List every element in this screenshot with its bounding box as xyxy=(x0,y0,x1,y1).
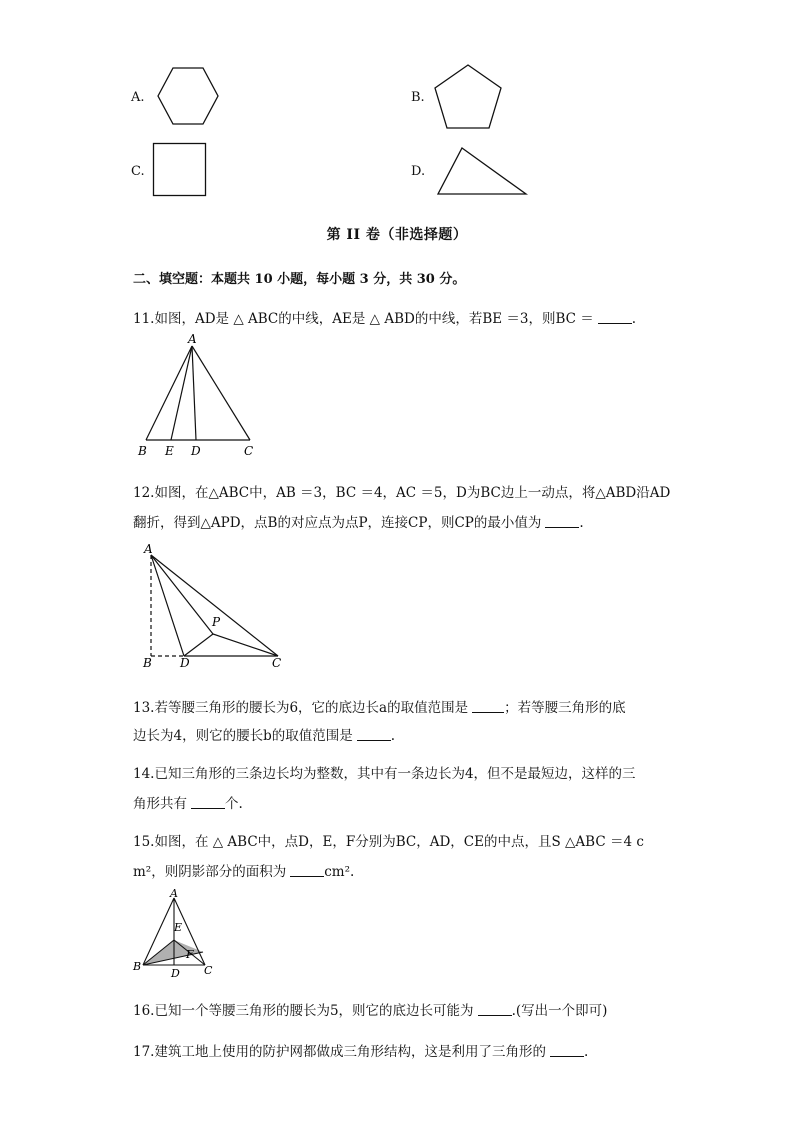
option-b-label: B. xyxy=(411,90,425,105)
q11-label-c: C xyxy=(244,444,254,458)
q12-label-b: B xyxy=(143,656,152,670)
q12-figure xyxy=(138,540,288,670)
question-14-text-a: 角形共有 xyxy=(133,796,187,812)
question-13-text-c: 边长为4，则它的腰长b的取值范围是 xyxy=(133,728,353,744)
q15-label-a: A xyxy=(170,887,178,900)
answer-blank-17[interactable] xyxy=(550,1044,584,1057)
question-12-line1: 12.如图，在△ABC中，AB ＝3，BC ＝4，AC ＝5，D为BC边上一动点，将△ABD沿AD xyxy=(133,485,671,501)
question-11-end: . xyxy=(631,311,637,327)
question-16 xyxy=(133,1003,607,1019)
q15-label-c: C xyxy=(204,964,213,977)
q12-label-d: D xyxy=(180,656,190,670)
q15-label-f: F xyxy=(186,948,194,961)
question-17-end: . xyxy=(583,1044,589,1060)
q12-label-p: P xyxy=(212,615,221,629)
q15-label-e: E xyxy=(174,921,183,934)
answer-blank-13a[interactable] xyxy=(472,700,504,713)
question-13-text-b: ；若等腰三角形的底 xyxy=(504,700,626,716)
question-15-text-b: cm². xyxy=(324,864,355,880)
q11-figure xyxy=(132,332,262,460)
question-17 xyxy=(133,1044,588,1060)
question-11-text: 11.如图，AD是 △ ABC的中线，AE是 △ ABD的中线，若BE ＝3，则BC ＝ xyxy=(133,311,594,327)
q15-label-b: B xyxy=(133,960,142,973)
question-17-text: 17.建筑工地上使用的防护网都做成三角形结构，这是利用了三角形的 xyxy=(133,1044,546,1060)
section-heading: 二、填空题：本题共 10 小题，每小题 3 分，共 30 分。 xyxy=(133,272,466,287)
answer-blank-14[interactable] xyxy=(191,796,225,809)
question-14-text-b: 个. xyxy=(225,796,243,812)
question-13-line2 xyxy=(133,728,395,744)
answer-blank-11[interactable] xyxy=(598,311,632,324)
question-12-end: . xyxy=(579,515,584,531)
question-16-end: .(写出一个即可) xyxy=(511,1003,608,1019)
option-c-label: C. xyxy=(131,164,145,179)
question-14-line2 xyxy=(133,796,243,812)
q15-label-d: D xyxy=(171,967,180,980)
q15-figure xyxy=(130,886,224,980)
question-13-line1 xyxy=(133,700,626,716)
hexagon-figure xyxy=(156,66,220,126)
answer-blank-12[interactable] xyxy=(545,515,579,528)
question-12-text: 翻折，得到△APD，点B的对应点为点P，连接CP，则CP的最小值为 xyxy=(133,515,542,531)
question-15-line2 xyxy=(133,864,354,880)
q11-label-b: B xyxy=(138,444,147,458)
option-d-label: D. xyxy=(411,164,426,179)
question-14-line1: 14.已知三角形的三条边长均为整数，其中有一条边长为4，但不是最短边，这样的三 xyxy=(133,766,636,782)
pentagon-figure xyxy=(432,62,504,132)
q11-label-e: E xyxy=(165,444,174,458)
question-11 xyxy=(133,311,636,327)
q11-label-a: A xyxy=(188,332,197,346)
question-12-line2 xyxy=(133,515,584,531)
question-15-text-a: m²，则阴影部分的面积为 xyxy=(133,864,287,880)
question-15-line1: 15.如图，在 △ ABC中，点D，E，F分别为BC，AD，CE的中点，且S △ABC ＝4 c xyxy=(133,834,644,850)
shaded-region xyxy=(143,940,203,965)
q11-label-d: D xyxy=(191,444,201,458)
question-16-text: 16.已知一个等腰三角形的腰长为5，则它的底边长可能为 xyxy=(133,1003,474,1019)
answer-blank-13b[interactable] xyxy=(357,728,391,741)
question-13-end: . xyxy=(390,728,396,744)
answer-blank-16[interactable] xyxy=(478,1003,512,1016)
volume-title: 第 II 卷（非选择题） xyxy=(326,227,468,243)
q12-label-c: C xyxy=(272,656,282,670)
option-a-label: A. xyxy=(131,90,145,105)
question-13-text-a: 13.若等腰三角形的腰长为6，它的底边长a的取值范围是 xyxy=(133,700,469,716)
q12-label-a: A xyxy=(144,542,153,556)
answer-blank-15[interactable] xyxy=(290,864,324,877)
triangle-figure xyxy=(436,146,528,196)
square-figure xyxy=(152,142,208,198)
